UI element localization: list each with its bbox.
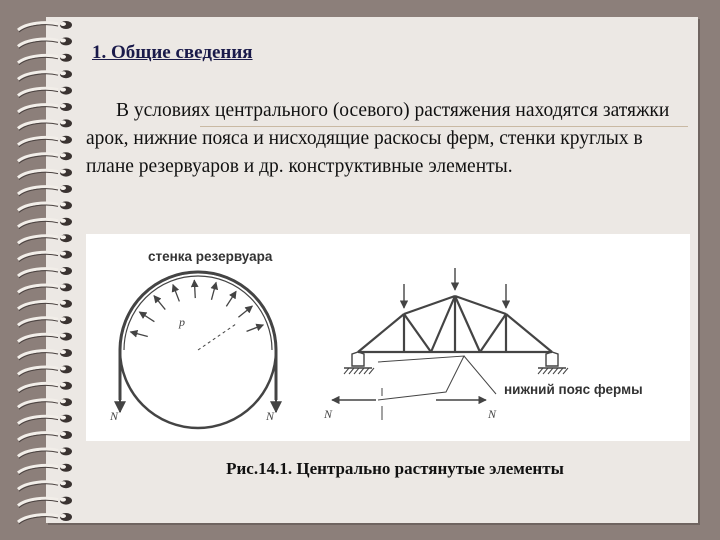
paragraph-text: В условиях центрального (осевого) растяжения находятся затяжки арок, нижние пояса и нисходящие раскосы ферм, стенки круглых в плане резервуаров и др. конструктивные элементы. [86,100,670,177]
pressure-label: p [179,315,185,329]
force-label-left-tank: N [110,409,119,423]
label-tank-wall: стенка резервуара [148,249,273,264]
figure-drawing [86,234,690,441]
tank-wall-drawing [120,272,276,428]
label-truss-chord: нижний пояс фермы [504,382,643,397]
figure-caption: Рис.14.1. Центрально растянутые элементы [226,459,564,478]
section-heading: 1. Общие сведения [92,42,253,63]
intro-paragraph [86,97,686,181]
figure-diagram [86,234,690,441]
force-label-right-tank: N [266,409,275,423]
force-label-right-truss: N [488,407,497,421]
force-label-left-truss: N [324,407,333,421]
truss-drawing [332,268,568,420]
